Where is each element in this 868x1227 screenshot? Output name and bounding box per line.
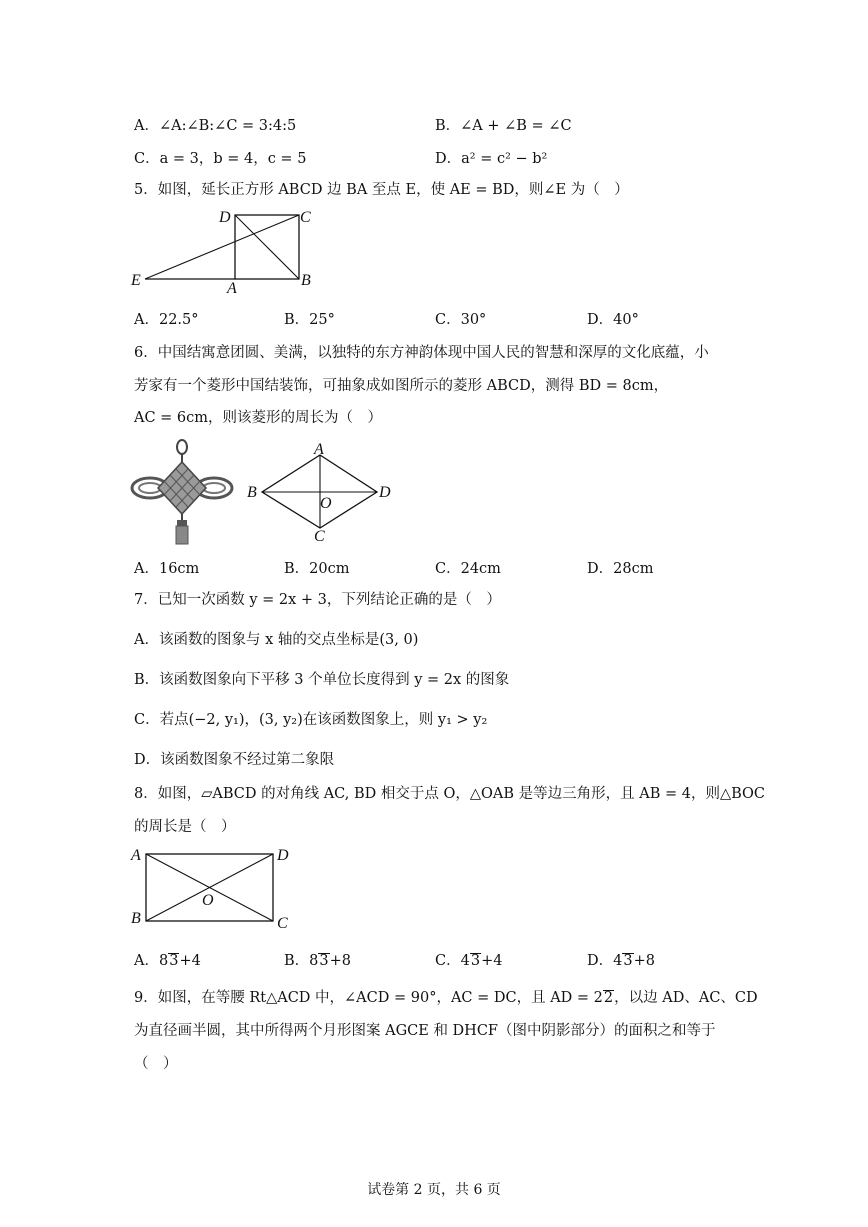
q7-option-a: A．该函数的图象与 x 轴的交点坐标是(3, 0) (134, 632, 419, 648)
q6-label-o: O (320, 495, 332, 512)
q6-stem-line3: AC = 6cm，则该菱形的周长为（ ） (134, 410, 383, 426)
q9-stem-line3: （ ） (134, 1056, 178, 1072)
q8-figure-rectangle-abcd (126, 843, 296, 933)
chinese-knot-image (128, 438, 238, 550)
q6-label-a: A (314, 441, 324, 458)
q7-option-c: C．若点(−2, y₁)，(3, y₂)在该函数图象上，则 y₁ > y₂ (134, 712, 488, 728)
q5-label-b: B (301, 272, 311, 289)
q8-stem-line2: 的周长是（ ） (134, 819, 236, 835)
q8-label-a: A (131, 847, 141, 864)
q9-stem-line2: 为直径画半圆，其中所得两个月形图案 AGCE 和 DHCF（图中阴影部分）的面积之和等于 (134, 1023, 716, 1039)
q5-option-a: A．22.5° (134, 312, 199, 328)
q8-label-o: O (202, 892, 214, 909)
q4-option-b: B．∠A + ∠B = ∠C (435, 118, 572, 134)
q4-option-a: A．∠A:∠B:∠C = 3:4:5 (134, 118, 297, 134)
q5-stem: 5．如图，延长正方形 ABCD 边 BA 至点 E，使 AE = BD，则∠E 为（ ） (134, 182, 629, 198)
q5-figure-square-abcd (125, 203, 325, 298)
q6-option-a: A．16cm (134, 561, 200, 577)
q6-option-b: B．20cm (284, 561, 350, 577)
q4-option-d: D．a² = c² − b² (435, 151, 548, 167)
q5-option-d: D．40° (587, 312, 639, 328)
q5-label-e: E (131, 272, 141, 289)
q8-option-d: D．43+8 (587, 953, 655, 969)
q8-stem-line1: 8．如图，▱ABCD 的对角线 AC, BD 相交于点 O，△OAB 是等边三角形，且 AB = 4，则△BOC (134, 786, 766, 802)
q7-stem: 7．已知一次函数 y = 2x + 3，下列结论正确的是（ ） (134, 592, 501, 608)
q6-figure-rhombus-abcd (242, 440, 402, 546)
q8-label-c: C (277, 915, 288, 932)
q4-option-c: C．a = 3，b = 4，c = 5 (134, 151, 307, 167)
q8-option-b: B．83+8 (284, 953, 351, 969)
q8-option-a: A．83+4 (134, 953, 201, 969)
q5-option-c: C．30° (435, 312, 487, 328)
q6-stem-line1: 6．中国结寓意团圆、美满，以独特的东方神韵体现中国人民的智慧和深厚的文化底蕴，小 (134, 345, 709, 361)
page-footer: 试卷第 2 页，共 6 页 (367, 1182, 501, 1198)
q6-label-b: B (247, 484, 257, 501)
q9-stem-line1: 9．如图，在等腰 Rt△ACD 中，∠ACD = 90°，AC = DC，且 AD = 22，以边 AD、AC、CD (134, 990, 758, 1006)
q6-stem-line2: 芳家有一个菱形中国结装饰，可抽象成如图所示的菱形 ABCD，测得 BD = 8cm， (134, 378, 669, 394)
q8-label-b: B (131, 910, 141, 927)
q7-option-b: B．该函数图象向下平移 3 个单位长度得到 y = 2x 的图象 (134, 672, 510, 688)
q5-label-c: C (300, 209, 311, 226)
q6-option-d: D．28cm (587, 561, 654, 577)
q5-option-b: B．25° (284, 312, 335, 328)
q5-label-d: D (219, 209, 231, 226)
q6-option-c: C．24cm (435, 561, 501, 577)
q7-option-d: D．该函数图象不经过第二象限 (134, 752, 335, 768)
q5-label-a: A (227, 280, 237, 297)
q6-label-d: D (379, 484, 391, 501)
q6-label-c: C (314, 528, 325, 545)
q8-label-d: D (277, 847, 289, 864)
q8-option-c: C．43+4 (435, 953, 503, 969)
